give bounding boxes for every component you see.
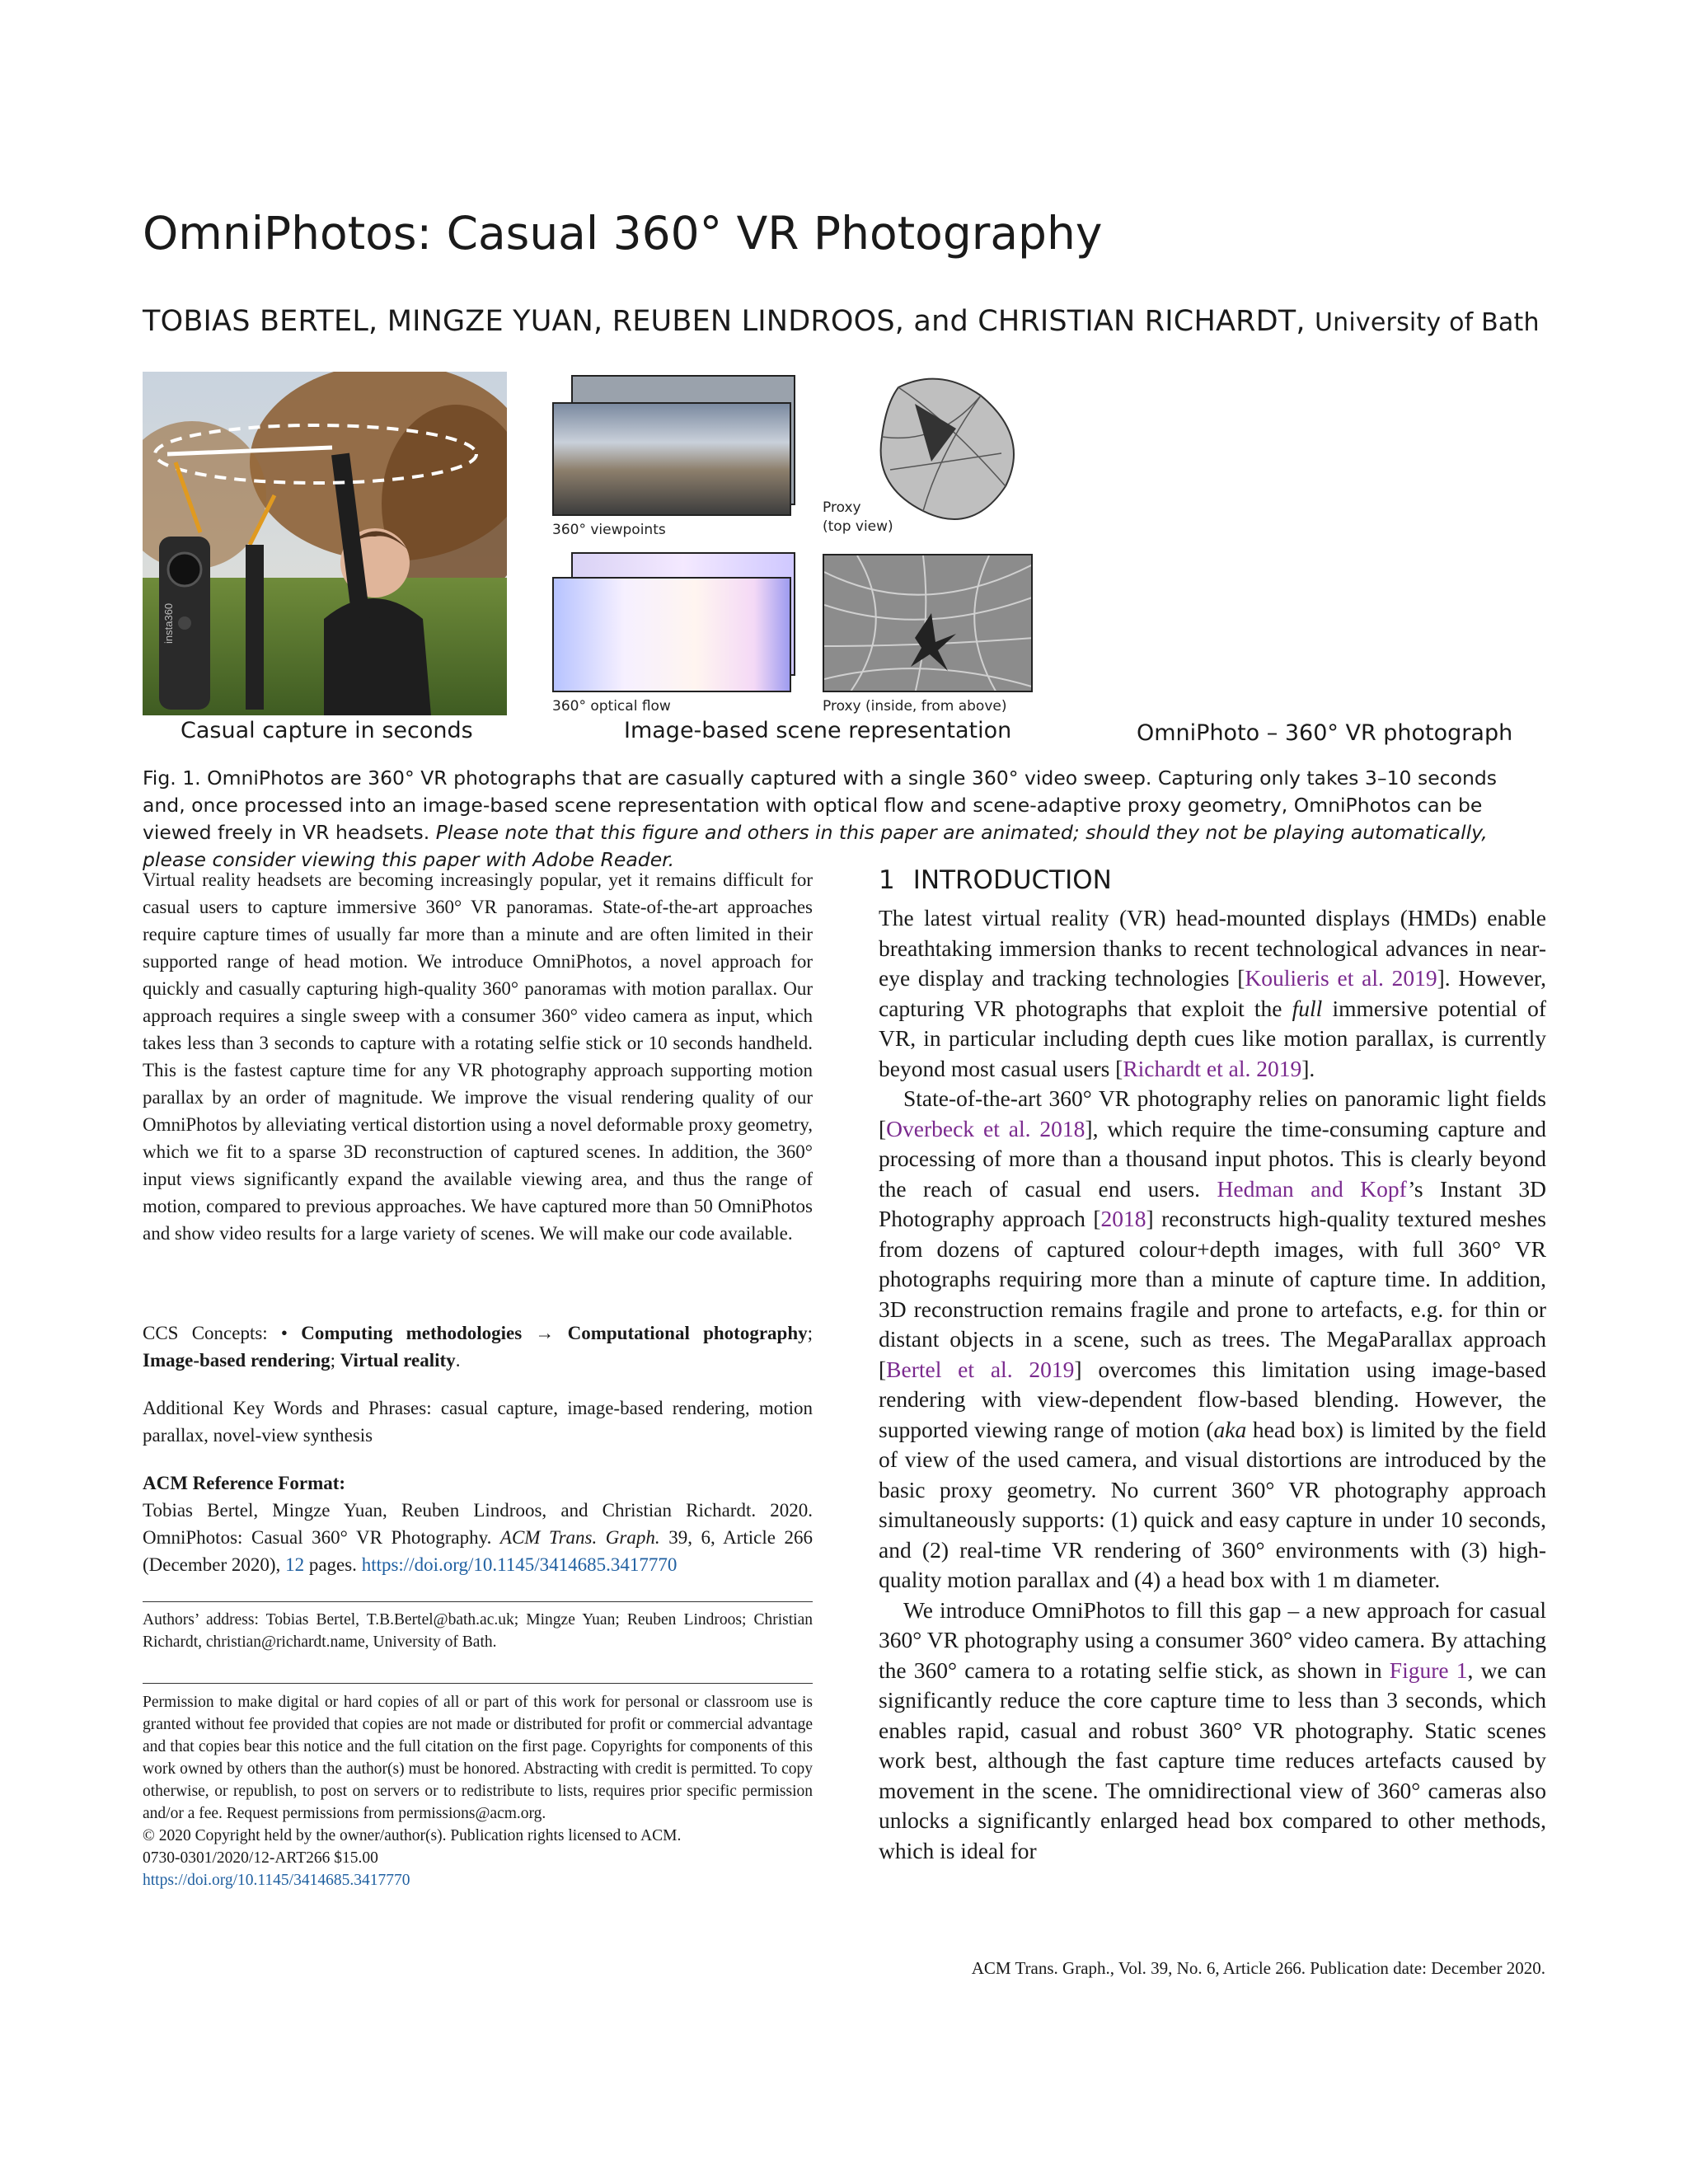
intro-paragraph-2: State-of-the-art 360° VR photography relies on panoramic light fields [Overbeck et al. 2018], which require the time-consuming capture and processing of more than a thousand input photos. This is clearly beyond the reach of casual end users. Hedman and Kopf’s Instant 3D Photography approach [2018] reconstructs high-quality textured meshes from dozens of captured colour+depth images, with full 360° VR photographs requiring more than a minute of capture time. In addition, 3D reconstruction remains fragile and prone to artefacts, e.g. for thin or distant objects in a scene, such as trees. The MegaParallax approach [Bertel et al. 2019] overcomes this limitation using image-based rendering with view-dependent flow-based blending. However, the supported viewing range of motion (aka head box) is limited by the field of view of the used camera, and visual distortions are introduced by the basic proxy geometry. No current 360° VR photography approach simultaneously supports: (1) quick and easy capture in under 10 seconds, and (2) real-time VR rendering of 360° environments with (3) high-quality motion parallax and (4) a head box with 1 m diameter. — [879, 1085, 1547, 1592]
caption-omniphoto: OmniPhoto – 360° VR photograph — [1137, 720, 1513, 746]
permission-block — [143, 1691, 813, 1891]
reference-pages-link[interactable]: 12 — [285, 1554, 305, 1575]
ccs-sep-2: ; — [330, 1350, 340, 1371]
permission-text: Permission to make digital or hard copies of all or part of this work for personal or classroom use is granted without fee provided that copies are not made or distributed for profit or commercial advantage and that copies bear this notice and the full citation on the first page. Copyrights for components of this work owned by others than the author(s) must be honored. Abstracting with credit is permitted. To copy otherwise, or republish, to post on servers or to redistribute to lists, requires prior specific permission and/or a fee. Request permissions from permissions@acm.org. — [143, 1694, 813, 1822]
authors-address-text: Authors’ address: Tobias Bertel, T.B.Bertel@bath.ac.uk; Mingze Yuan; Reuben Lindroos; Christian Richardt, christian@richardt.name, University of Bath. — [143, 1611, 813, 1651]
abstract — [143, 866, 813, 1247]
proxy-mesh-top-illustration — [865, 371, 1022, 532]
page-footer: ACM Trans. Graph., Vol. 39, No. 6, Article 266. Publication date: December 2020. — [971, 1958, 1545, 1978]
label-proxy-top-1: Proxy — [823, 499, 861, 516]
reference-text-3: pages. — [308, 1554, 357, 1575]
reference-text-2: 39, 6, Article 266 (December 2020), — [143, 1527, 813, 1575]
introduction-body — [879, 903, 1546, 1866]
figure-caption — [143, 765, 1545, 874]
divider-permission — [143, 1683, 813, 1684]
citation-hedman-kopf-year[interactable]: 2018 — [1100, 1206, 1146, 1231]
citation-bertel[interactable]: Bertel et al. 2019 — [886, 1356, 1075, 1382]
label-proxy-inside: Proxy (inside, from above) — [823, 698, 1007, 715]
ccs-end: . — [455, 1350, 461, 1371]
camera-brand-text: insta360 — [162, 602, 175, 644]
viewpoint-panorama-front — [552, 402, 791, 516]
ccs-concept-2: Image-based rendering — [143, 1350, 331, 1371]
label-proxy-top-2: (top view) — [823, 518, 893, 535]
label-flow: 360° optical flow — [552, 698, 671, 715]
divider-address — [143, 1601, 813, 1602]
authors-address — [143, 1609, 813, 1653]
proxy-mesh-inside-illustration — [824, 555, 1033, 692]
proxy-inside-view — [823, 554, 1033, 692]
ccs-concepts — [143, 1319, 813, 1374]
caption-representation: Image-based scene representation — [624, 718, 1012, 743]
affiliation: University of Bath — [1315, 308, 1540, 337]
citation-richardt[interactable]: Richardt et al. 2019 — [1123, 1055, 1302, 1081]
issn-line: 0730-0301/2020/12-ART266 $15.00 — [143, 1849, 378, 1867]
abstract-text: Virtual reality headsets are becoming increasingly popular, yet it remains difficult for casual users to capture immersive 360° VR panoramas. State-of-the-art approaches require capture times of usually far more than a minute and are often limited in their supported range of head motion. We introduce OmniPhotos, a novel approach for quickly and casually capturing high-quality 360° panoramas with motion parallax. Our approach requires a single sweep with a consumer 360° video camera as input, which takes less than 3 seconds to capture with a rotating selfie stick or 10 seconds handheld. This is the fastest capture time for any VR photography approach supporting motion parallax by an order of magnitude. We improve the visual rendering quality of our OmniPhotos by alleviating vertical distortion using a novel deformable proxy geometry, which we fit to a sparse 3D reconstruction of captured scenes. In addition, the 360° input views significantly expand the available viewing area, and thus the range of motion, compared to previous approaches. We have captured more than 50 OmniPhotos and show video results for a large variety of scenes. We will make our code available. — [143, 869, 813, 1244]
citation-hedman-kopf[interactable]: Hedman and Kopf — [1217, 1175, 1409, 1202]
citation-overbeck[interactable]: Overbeck et al. 2018 — [886, 1115, 1085, 1141]
reference-heading: ACM Reference Format: — [143, 1473, 346, 1493]
caption-capture: Casual capture in seconds — [181, 718, 473, 743]
reference-journal: ACM Trans. Graph. — [499, 1527, 660, 1548]
section-title: INTRODUCTION — [912, 865, 1112, 895]
ccs-sep-1: ; — [807, 1323, 814, 1343]
proxy-top-view — [865, 371, 1022, 532]
section-number: 1 — [879, 865, 895, 895]
ccs-prefix: CCS Concepts: • — [143, 1323, 288, 1343]
reference-text-1: Tobias Bertel, Mingze Yuan, Reuben Lindroos, and Christian Richardt. 2020. OmniPhotos: Casual 360° VR Photography. — [143, 1500, 813, 1548]
author-names: TOBIAS BERTEL, MINGZE YUAN, REUBEN LINDROOS, and CHRISTIAN RICHARDT, — [143, 305, 1306, 338]
ccs-concept-1: Computing methodologies → Computational photography — [301, 1323, 808, 1343]
acm-reference — [143, 1469, 813, 1578]
keywords — [143, 1394, 813, 1449]
figure-caption-note: Please note that this figure and others in this paper are animated; should they not be playing automatically, please consider viewing this paper with Adobe Reader. — [143, 821, 1488, 871]
ccs-concept-3: Virtual reality — [340, 1350, 456, 1371]
capture-photo — [143, 372, 507, 715]
paper-title: OmniPhotos: Casual 360° VR Photography — [143, 207, 1103, 260]
copyright-line: © 2020 Copyright held by the owner/author(s). Publication rights licensed to ACM. — [143, 1827, 682, 1844]
author-line — [143, 301, 1540, 344]
permission-doi-link[interactable]: https://doi.org/10.1145/3414685.3417770 — [143, 1872, 410, 1889]
intro-paragraph-1: The latest virtual reality (VR) head-mounted displays (HMDs) enable breathtaking immersion thanks to recent technological advances in near-eye display and tracking technologies [Koulieris et al. 2019]. However, capturing VR photographs that exploit the full immersive potential of VR, in particular including depth cues like motion parallax, is currently beyond most casual users [Richardt et al. 2019]. — [879, 905, 1546, 1081]
section-heading-introduction — [879, 864, 1112, 897]
label-viewpoints: 360° viewpoints — [552, 522, 666, 538]
figure-caption-main: Fig. 1. OmniPhotos are 360° VR photographs that are casually captured with a single 360° video sweep. Capturing only takes 3–10 seconds and, once processed into an image-based scene representation with optical flow and scene-adaptive proxy geometry, OmniPhotos can be viewed freely in VR headsets. — [143, 766, 1498, 844]
keywords-text: Additional Key Words and Phrases: casual capture, image-based rendering, motion parallax, novel-view synthesis — [143, 1398, 813, 1446]
capture-photo-illustration — [143, 372, 507, 715]
reference-doi-link[interactable]: https://doi.org/10.1145/3414685.3417770 — [361, 1554, 678, 1575]
intro-paragraph-3: We introduce OmniPhotos to fill this gap – a new approach for casual 360° VR photography using a consumer 360° video camera. By attaching the 360° camera to a rotating selfie stick, as shown in Figure 1, we can significantly reduce the core capture time to less than 3 seconds, which enables rapid, casual and robust 360° VR photography. Static scenes work best, although the fast capture time reduces artefacts caused by movement in the scene. The omnidirectional view of 360° cameras also unlocks a significantly enlarged head box compared to other methods, which is ideal for — [879, 1596, 1546, 1863]
citation-koulieris[interactable]: Koulieris et al. 2019 — [1245, 965, 1437, 991]
optical-flow-front — [552, 577, 791, 692]
figure-1-reference[interactable]: Figure 1 — [1389, 1657, 1468, 1683]
